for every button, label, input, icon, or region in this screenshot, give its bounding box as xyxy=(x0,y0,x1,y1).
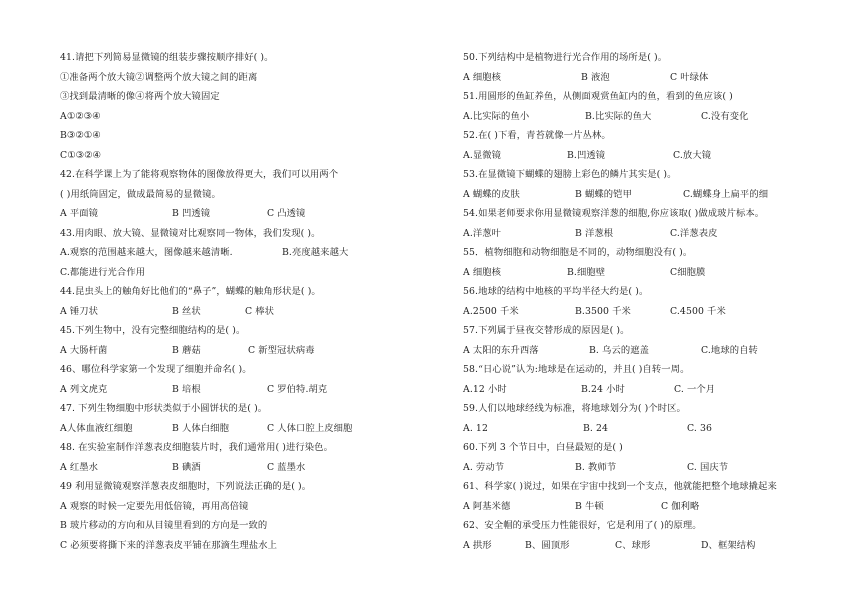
answer-option: C 蓝墨水 xyxy=(267,461,306,473)
left-question-column xyxy=(60,48,440,555)
answer-option: B.细胞壁 xyxy=(567,266,606,278)
question-line: ①准备两个放大镜②调整两个放大镜之间的距离 xyxy=(60,71,258,83)
answer-options xyxy=(60,341,440,361)
answer-options xyxy=(463,380,853,400)
answer-option: D、框架结构 xyxy=(701,539,756,551)
question-line: 57.下列属于昼夜交替形成的原因是( )。 xyxy=(463,325,630,336)
answer-options xyxy=(463,419,853,439)
answer-option: B. 教师节 xyxy=(575,461,617,473)
answer-options xyxy=(463,458,853,478)
answer-option: B 碘酒 xyxy=(172,461,201,473)
answer-option: A 锤刀状 xyxy=(60,305,99,317)
answer-option: A人体血液红细胞 xyxy=(60,422,133,434)
answer-options xyxy=(463,185,853,205)
question-line: ( )用纸筒固定，做成最简易的显微镜。 xyxy=(60,188,221,200)
question-line: A 观察的时候一定要先用低倍镜，再用高倍镜 xyxy=(60,500,249,512)
answer-option: C. 国庆节 xyxy=(687,461,729,473)
question-line: 52.在( )下看，青苔就像一片丛林。 xyxy=(463,130,611,141)
answer-option: A.洋葱叶 xyxy=(463,227,502,239)
question-line: 45.下列生物中，没有完整细胞结构的是( )。 xyxy=(60,325,246,336)
answer-option: A.12 小时 xyxy=(463,383,507,395)
answer-options xyxy=(463,302,853,322)
answer-option: B 洋葱根 xyxy=(575,227,614,239)
answer-options xyxy=(463,536,853,556)
question-line: 56.地球的结构中地核的平均半径大约是( )。 xyxy=(463,286,649,297)
answer-option: B 牛顿 xyxy=(575,500,604,512)
answer-options xyxy=(60,302,440,322)
answer-option: C 罗伯特.胡克 xyxy=(267,383,328,395)
answer-option: B 凹透镜 xyxy=(172,208,211,219)
answer-option: B 蝴蝶的铠甲 xyxy=(575,188,632,200)
question-line: 53.在显微镜下蝴蝶的翅膀上彩色的鳞片其实是( )。 xyxy=(463,169,677,180)
question-line: 60.下列 3 个节日中，白昼最短的是( ) xyxy=(463,442,623,453)
question-line: 61、科学家( )说过，如果在宇宙中找到一个支点，他就能把整个地球撬起来 xyxy=(463,481,777,492)
answer-option: A 细胞核 xyxy=(463,71,502,83)
answer-options xyxy=(60,458,440,478)
answer-option: A 红墨水 xyxy=(60,461,99,473)
answer-option: C 新型冠状病毒 xyxy=(248,344,315,356)
answer-option: B. 24 xyxy=(583,422,609,434)
answer-option: A 大肠杆菌 xyxy=(60,344,108,356)
answer-option: B 蘑菇 xyxy=(172,344,201,356)
answer-options xyxy=(463,68,853,88)
answer-option: A.显微镜 xyxy=(463,149,502,161)
answer-option: A 太阳的东升西落 xyxy=(463,344,539,356)
question-line: A①②③④ xyxy=(60,110,101,122)
answer-option: A 平面镜 xyxy=(60,208,99,219)
question-line: 58.“日心说”认为:地球是在运动的，并且( )自转一周。 xyxy=(463,364,690,375)
answer-option: A.比实际的鱼小 xyxy=(463,110,530,122)
answer-option: A. 劳动节 xyxy=(463,461,505,473)
question-line: C①③②④ xyxy=(60,149,101,161)
question-line: 49 利用显微镜观察洋葱表皮细胞时，下列说法正确的是( )。 xyxy=(60,481,312,492)
answer-option: C 叶绿体 xyxy=(670,71,709,83)
question-line: C 必须要将撕下来的洋葱表皮平铺在那滴生理盐水上 xyxy=(60,539,277,551)
right-question-column xyxy=(463,48,853,555)
answer-option: A 阿基米德 xyxy=(463,500,511,512)
question-line: 54.如果老师要求你用显微镜观察洋葱的细胞,你应该取( )做成玻片标本。 xyxy=(463,208,765,219)
answer-option: C.地球的自转 xyxy=(701,344,758,356)
question-line: 50.下列结构中是植物进行光合作用的场所是( )。 xyxy=(463,52,668,63)
answer-option: C.洋葱表皮 xyxy=(670,227,718,239)
answer-option: C.没有变化 xyxy=(701,110,749,122)
answer-option: B.凹透镜 xyxy=(567,149,606,161)
answer-option: C. 36 xyxy=(687,422,713,434)
answer-option: C. 一个月 xyxy=(674,383,716,395)
question-line: B 玻片移动的方向和从目镜里看到的方向是一致的 xyxy=(60,520,268,531)
answer-option: C.放大镜 xyxy=(673,149,712,161)
answer-options xyxy=(463,263,853,283)
answer-options xyxy=(463,224,853,244)
question-line: 47. 下列生物细胞中形状类似于小圆饼状的是( )。 xyxy=(60,403,268,414)
answer-option: B 丝状 xyxy=(172,305,201,317)
answer-option: C细胞膜 xyxy=(670,266,706,278)
answer-option: B 人体白细胞 xyxy=(172,422,229,434)
answer-option: B.24 小时 xyxy=(581,383,625,395)
answer-option: A 拱形 xyxy=(463,539,492,551)
answer-options xyxy=(463,107,853,127)
answer-option: C.蝴蝶身上扁平的细 xyxy=(683,188,769,200)
question-line: 62、安全帽的承受压力性能很好，它是利用了( )的原理。 xyxy=(463,520,702,531)
answer-option: B、圆顶形 xyxy=(525,539,570,551)
question-line: 55．植物细胞和动物细胞是不同的，动物细胞没有( )。 xyxy=(463,247,693,258)
question-line: 42.在科学课上为了能将观察物体的图像放得更大，我们可以用两个 xyxy=(60,169,339,180)
answer-options xyxy=(463,146,853,166)
answer-options xyxy=(463,341,853,361)
question-line: 44.昆虫头上的触角好比他们的“鼻子”，蝴蝶的触角形状是( )。 xyxy=(60,286,321,297)
answer-option: A 列文虎克 xyxy=(60,383,108,395)
question-line: B③②①④ xyxy=(60,130,101,141)
answer-option: B. 乌云的遮盖 xyxy=(589,344,650,356)
answer-options xyxy=(60,243,440,263)
answer-option: C 伽利略 xyxy=(661,500,700,512)
answer-options xyxy=(60,204,440,224)
question-line: C.都能进行光合作用 xyxy=(60,266,146,278)
answer-option: A 蝴蝶的皮肤 xyxy=(463,188,520,200)
answer-option: C、球形 xyxy=(615,539,651,551)
answer-option: B.亮度越来越大 xyxy=(282,247,349,258)
answer-option: C.4500 千米 xyxy=(670,305,726,317)
answer-option: B 培根 xyxy=(172,383,201,395)
answer-option: A. 12 xyxy=(463,422,488,434)
answer-option: C 凸透镜 xyxy=(267,208,306,219)
answer-options xyxy=(60,380,440,400)
question-line: 51.用圆形的鱼缸养鱼，从侧面观赏鱼缸内的鱼，看到的鱼应该( ) xyxy=(463,91,733,102)
question-line: 46、哪位科学家第一个发现了细胞并命名( )。 xyxy=(60,364,252,375)
question-line: 48. 在实验室制作洋葱表皮细胞装片时，我们通常用( )进行染色。 xyxy=(60,442,333,453)
answer-option: C 人体口腔上皮细胞 xyxy=(267,422,353,434)
answer-options xyxy=(60,419,440,439)
answer-option: B 液泡 xyxy=(581,71,610,83)
answer-option: C 棒状 xyxy=(245,305,275,317)
question-line: 41.请把下列简易显微镜的组装步骤按顺序排好( )。 xyxy=(60,52,274,63)
answer-option: A.2500 千米 xyxy=(463,305,519,317)
question-line: 43.用肉眼、放大镜、显微镜对比观察同一物体，我们发现( )。 xyxy=(60,227,321,239)
answer-option: A 细胞核 xyxy=(463,266,502,278)
answer-option: B.3500 千米 xyxy=(575,305,631,317)
question-line: ③找到最清晰的像④将两个放大镜固定 xyxy=(60,91,220,102)
question-line: 59.人们以地球经线为标准，将地球划分为( )个时区。 xyxy=(463,403,686,414)
answer-options xyxy=(463,497,853,517)
answer-option: A.观察的范围越来越大，图像越来越清晰. xyxy=(60,247,233,258)
answer-option: B.比实际的鱼大 xyxy=(585,110,652,122)
